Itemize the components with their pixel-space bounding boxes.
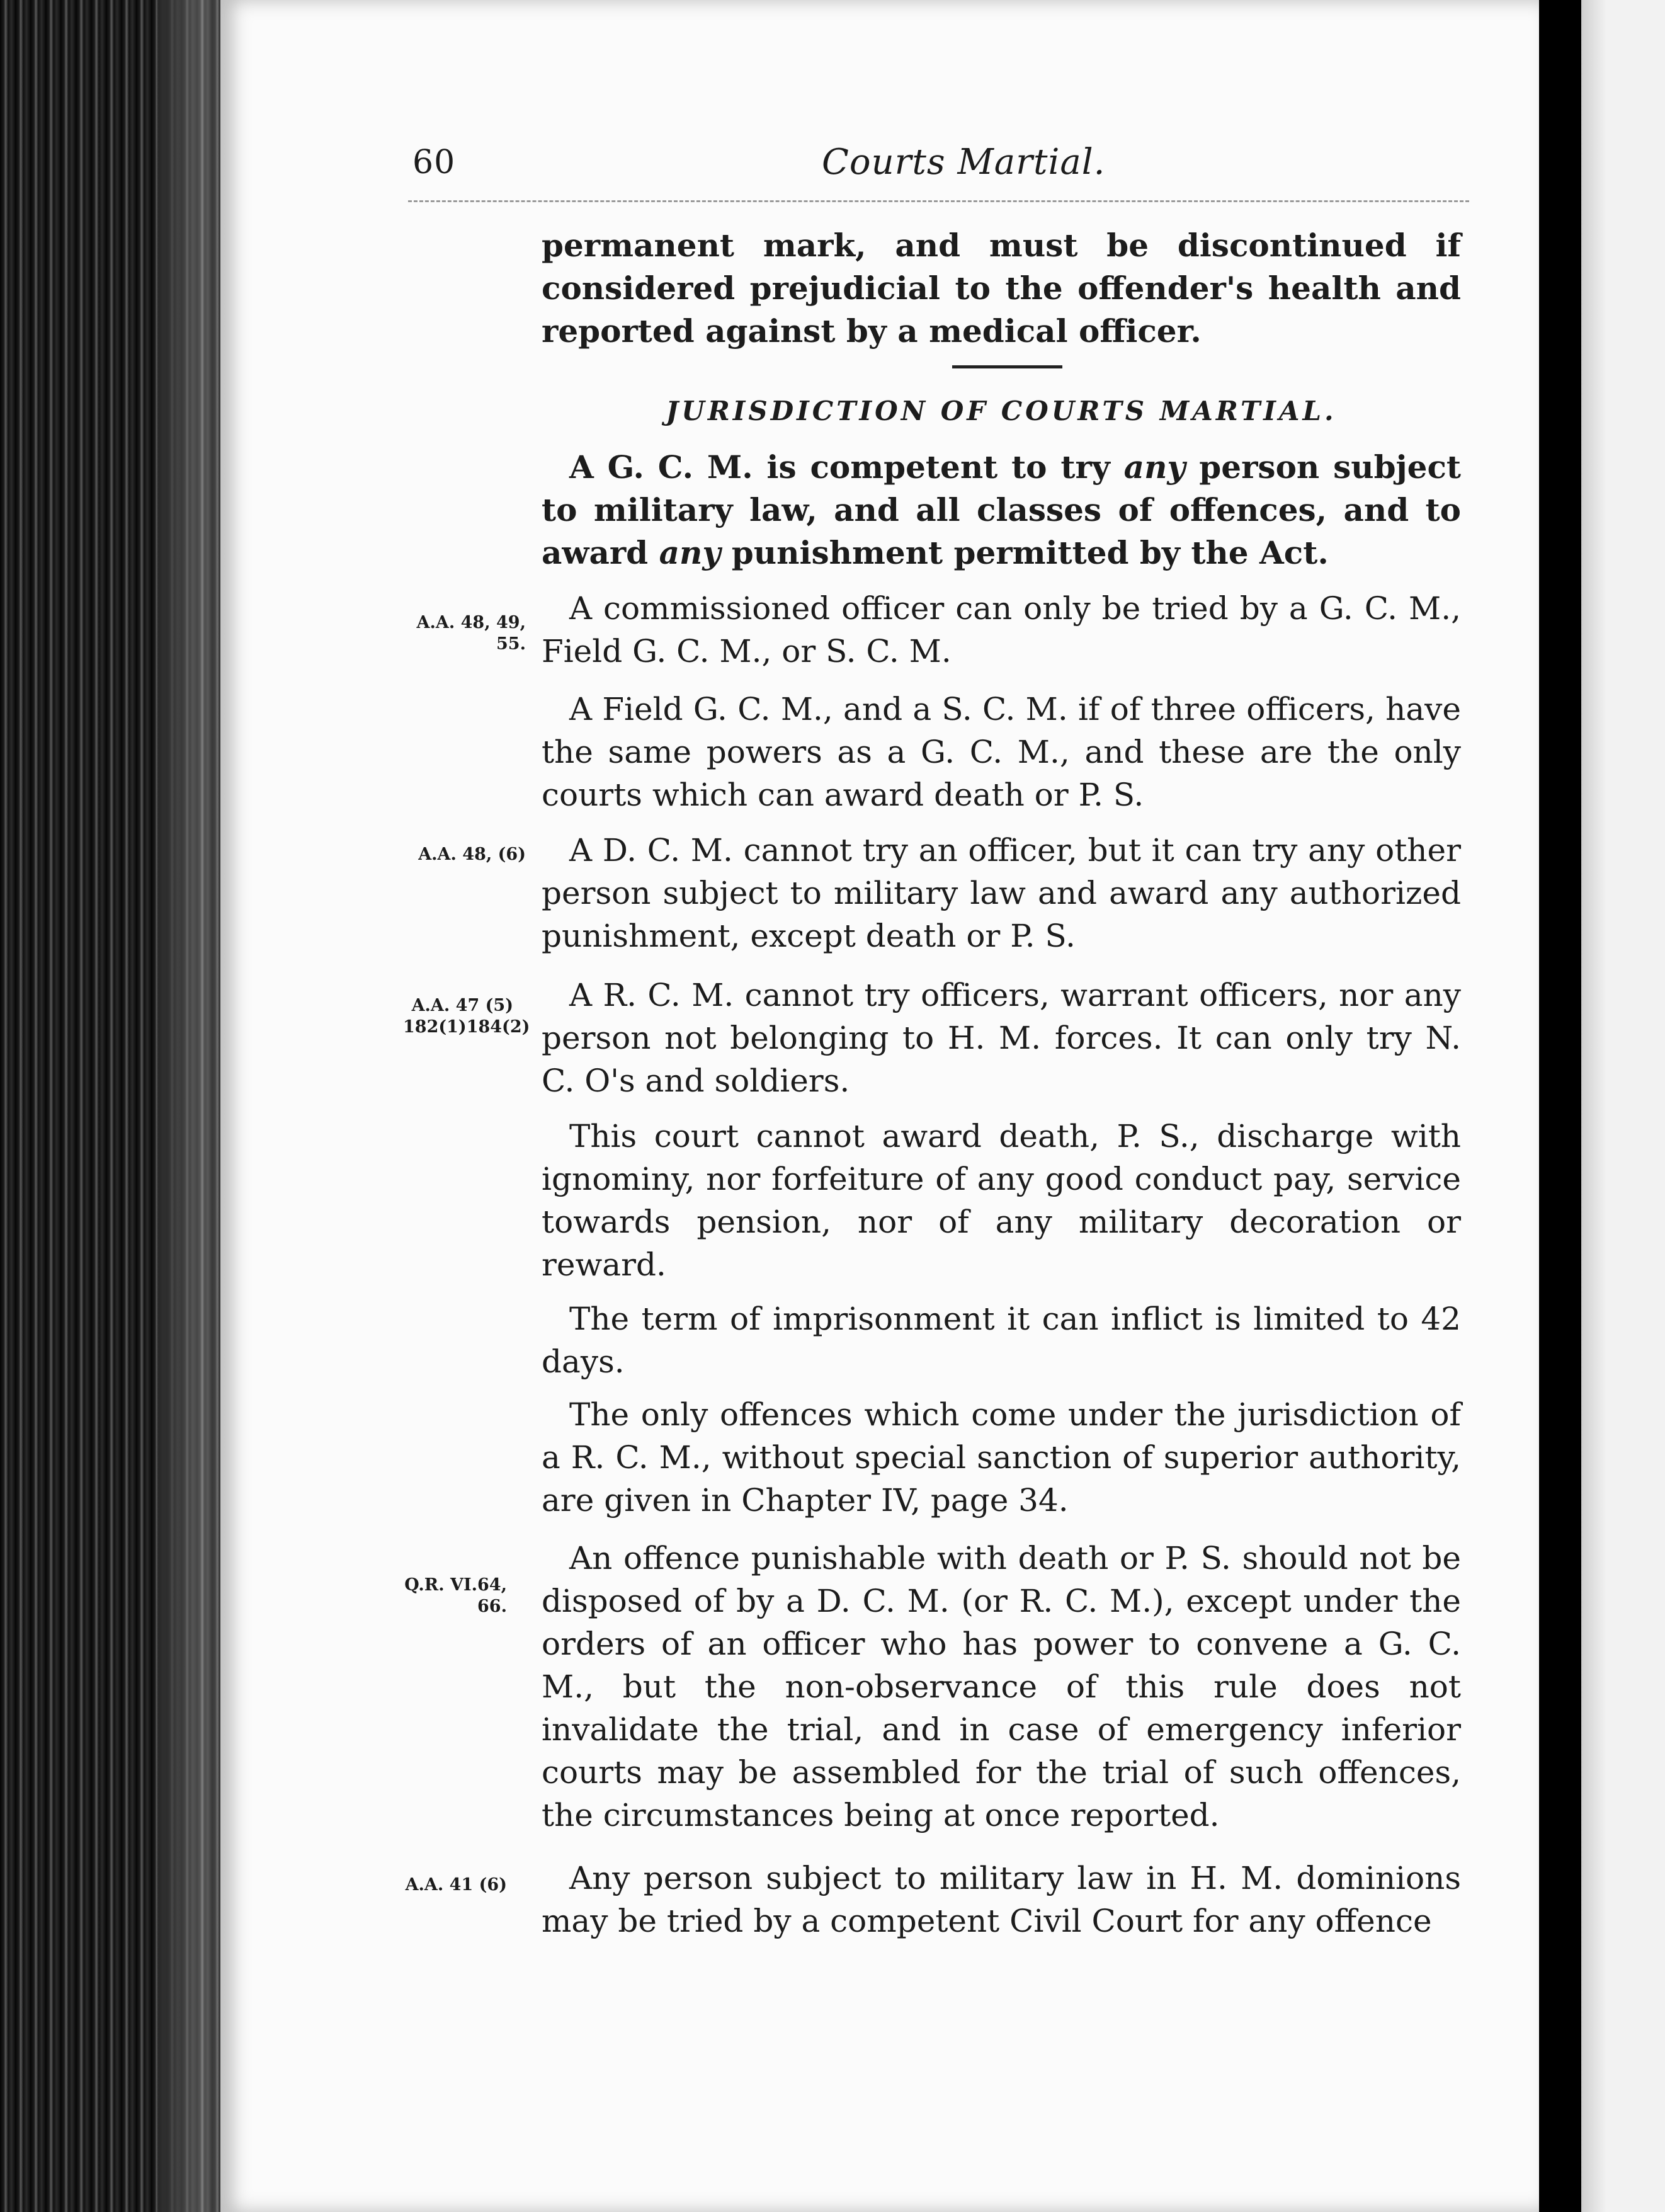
paragraph-death-offence: An offence punishable with death or P. S. should not be disposed of by a D. C. M. (or R. C. M.), except under the orders of an officer who has power to convene a G. C. M., but the non-observance of this rule does not invalidate the trial, and in case of emergency inferior courts may be assembled for the trial of such offences, the circumstances being at once reported. [542,1540,1461,1833]
paragraph-offences: The only offences which come under the jurisdiction of a R. C. M., without special sanction of superior authority, are given in Chapter IV, page 34. [542,1396,1461,1519]
paragraph-gcm: A G. C. M. is competent to try any person subject to military law, and all classes of offences, and to award any punishment permitted by the Act. [542,448,1461,571]
margin-note: A.A. 48, 49, 55. [416,613,526,654]
paragraph-rcm: A R. C. M. cannot try officers, warrant officers, nor any person not belonging to H. M. forces. It can only try N. C. O's and soldiers. [542,977,1461,1099]
gutter-shadow [157,0,239,2212]
running-head: Courts Martial. [822,142,1106,183]
page-number: 60 [412,144,456,181]
paragraph-dcm: A D. C. M. cannot try an officer, but it can try any other person subject to military law and award any authorized punishment, except death or P. S. [542,832,1461,954]
margin-note: A.A. 41 (6) [405,1875,507,1895]
paragraph-commissioned-officer: A commissioned officer can only be tried by a G. C. M., Field G. C. M., or S. C. M. [542,590,1461,670]
section-heading: JURISDICTION OF COURTS MARTIAL. [666,396,1337,426]
paragraph-imprisonment: The term of imprisonment it can inflict is limited to 42 days. [542,1301,1461,1380]
paragraph-rcm-limits: This court cannot award death, P. S., discharge with ignominy, nor forfeiture of any good conduct pay, service towards pension, nor of any military decoration or reward. [542,1118,1461,1283]
margin-note: Q.R. VI.64, 66. [404,1575,507,1616]
section-divider [952,365,1062,368]
header-rule [408,200,1469,202]
margin-note: A.A. 48, (6) [418,845,526,864]
adjacent-page-edge [1577,0,1665,2212]
paragraph-continuation: permanent mark, and must be discontinued if considered prejudicial to the offender's health and reported against by a medical officer. [542,227,1461,350]
paragraph-civil-court: Any person subject to military law in H. M. dominions may be tried by a competent Civil Court for any offence [542,1860,1461,1939]
margin-note: A.A. 47 (5) 182(1)184(2) [403,996,530,1037]
paragraph-field-gcm: A Field G. C. M., and a S. C. M. if of three officers, have the same powers as a G. C. M., and these are the only courts which can award death or P. S. [542,691,1461,813]
